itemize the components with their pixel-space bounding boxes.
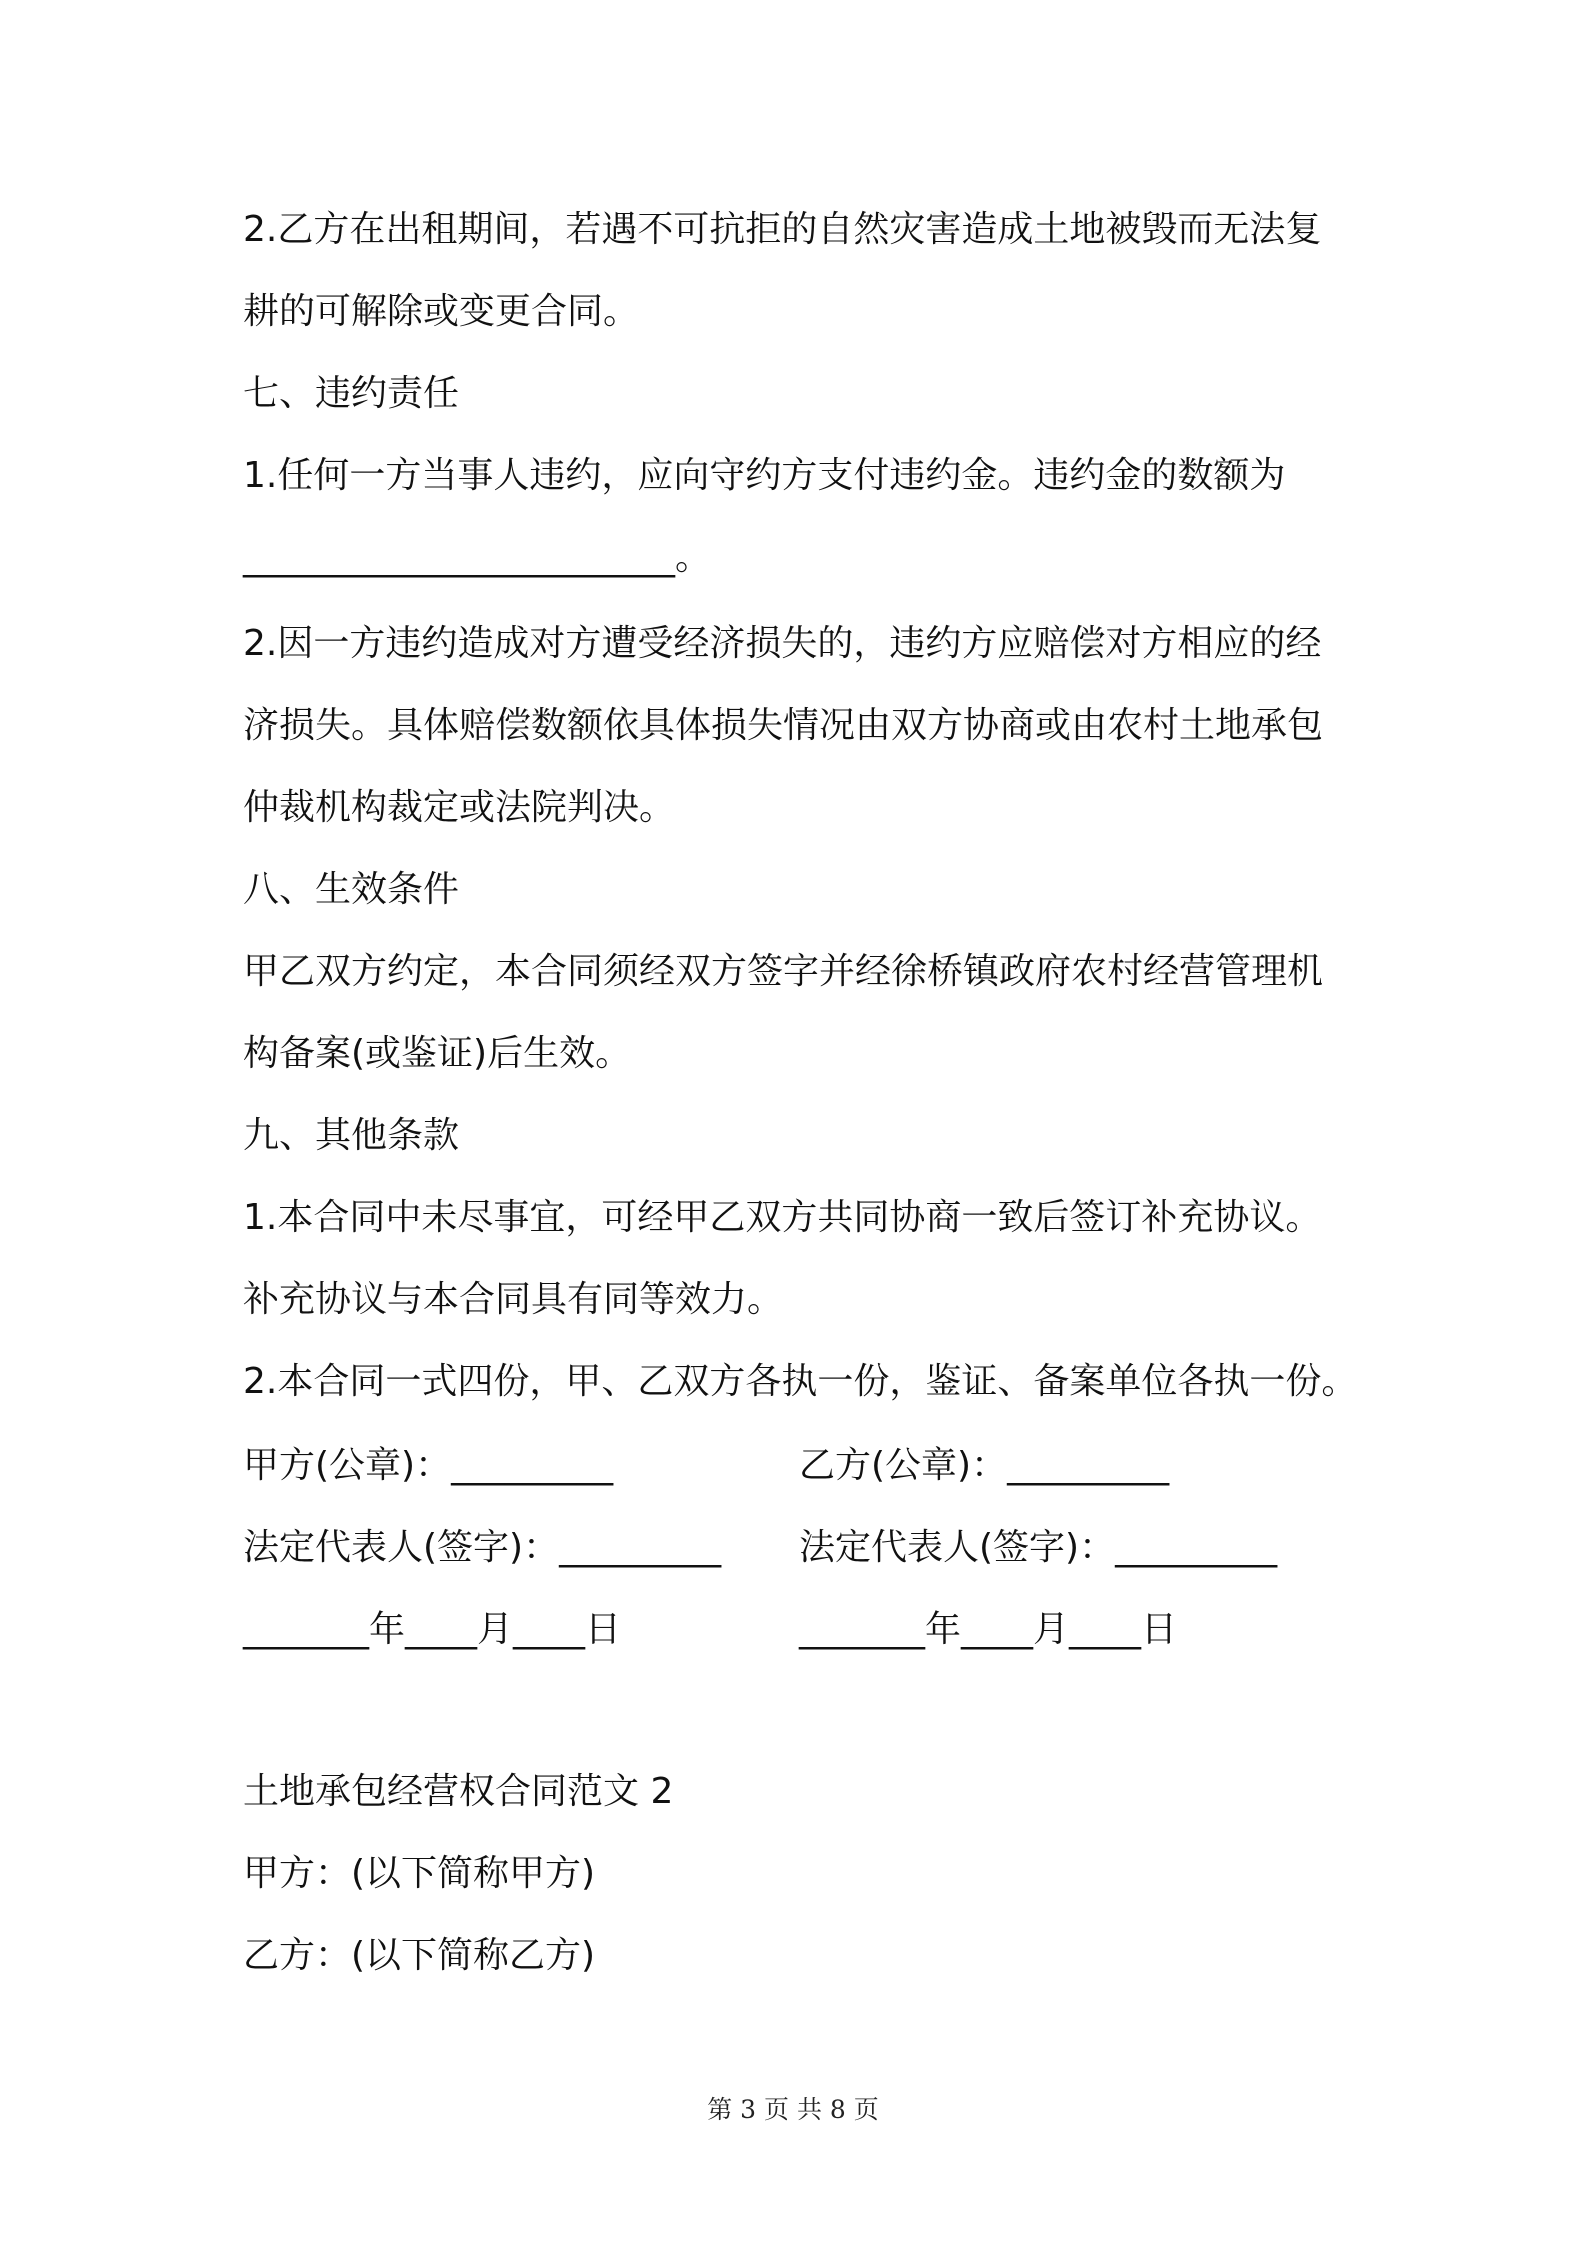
paragraph-line: 耕的可解除或变更合同。 — [243, 291, 640, 332]
paragraph-line: 1.本合同中未尽事宜，可经甲乙双方共同协商一致后签订补充协议。 — [243, 1197, 1322, 1238]
party-a-line: 甲方：(以下简称甲方) — [243, 1853, 596, 1894]
blank-amount-line: ________________________。 — [243, 537, 711, 578]
paragraph-line: 仲裁机构裁定或法院判决。 — [243, 787, 676, 828]
paragraph-line: 1.任何一方当事人违约，应向守约方支付违约金。违约金的数额为 — [243, 455, 1286, 496]
paragraph-line: 2.因一方违约造成对方遭受经济损失的，违约方应赔偿对方相应的经 — [243, 623, 1322, 664]
section-heading: 九、其他条款 — [243, 1115, 460, 1156]
party-a-representative: 法定代表人(签字)：_________ — [243, 1527, 722, 1568]
signature-row-date — [243, 1606, 1363, 1654]
paragraph-line: 2.本合同一式四份，甲、乙双方各执一份，鉴证、备案单位各执一份。 — [243, 1361, 1358, 1402]
paragraph-line: 甲乙双方约定，本合同须经双方签字并经徐桥镇政府农村经营管理机 — [243, 951, 1324, 992]
paragraph-line: 济损失。具体赔偿数额依具体损失情况由双方协商或由农村土地承包 — [243, 705, 1324, 746]
section-heading: 七、违约责任 — [243, 373, 460, 414]
party-a-seal: 甲方(公章)：_________ — [243, 1445, 614, 1486]
paragraph-line: 2.乙方在出租期间，若遇不可抗拒的自然灾害造成土地被毁而无法复 — [243, 209, 1322, 250]
party-a-date: _______年____月____日 — [243, 1609, 621, 1650]
party-b-line: 乙方：(以下简称乙方) — [243, 1935, 596, 1976]
signature-row-seal — [243, 1442, 1363, 1490]
paragraph-line: 补充协议与本合同具有同等效力。 — [243, 1279, 784, 1320]
paragraph-line: 构备案(或鉴证)后生效。 — [243, 1033, 632, 1074]
section-heading: 八、生效条件 — [243, 869, 460, 910]
page-number: 第 3 页 共 8 页 — [707, 2095, 879, 2124]
second-contract-title: 土地承包经营权合同范文 2 — [243, 1771, 674, 1812]
signature-row-rep — [243, 1524, 1363, 1572]
party-b-seal: 乙方(公章)：_________ — [799, 1445, 1170, 1486]
party-b-date: _______年____月____日 — [799, 1609, 1177, 1650]
party-b-representative: 法定代表人(签字)：_________ — [799, 1527, 1278, 1568]
